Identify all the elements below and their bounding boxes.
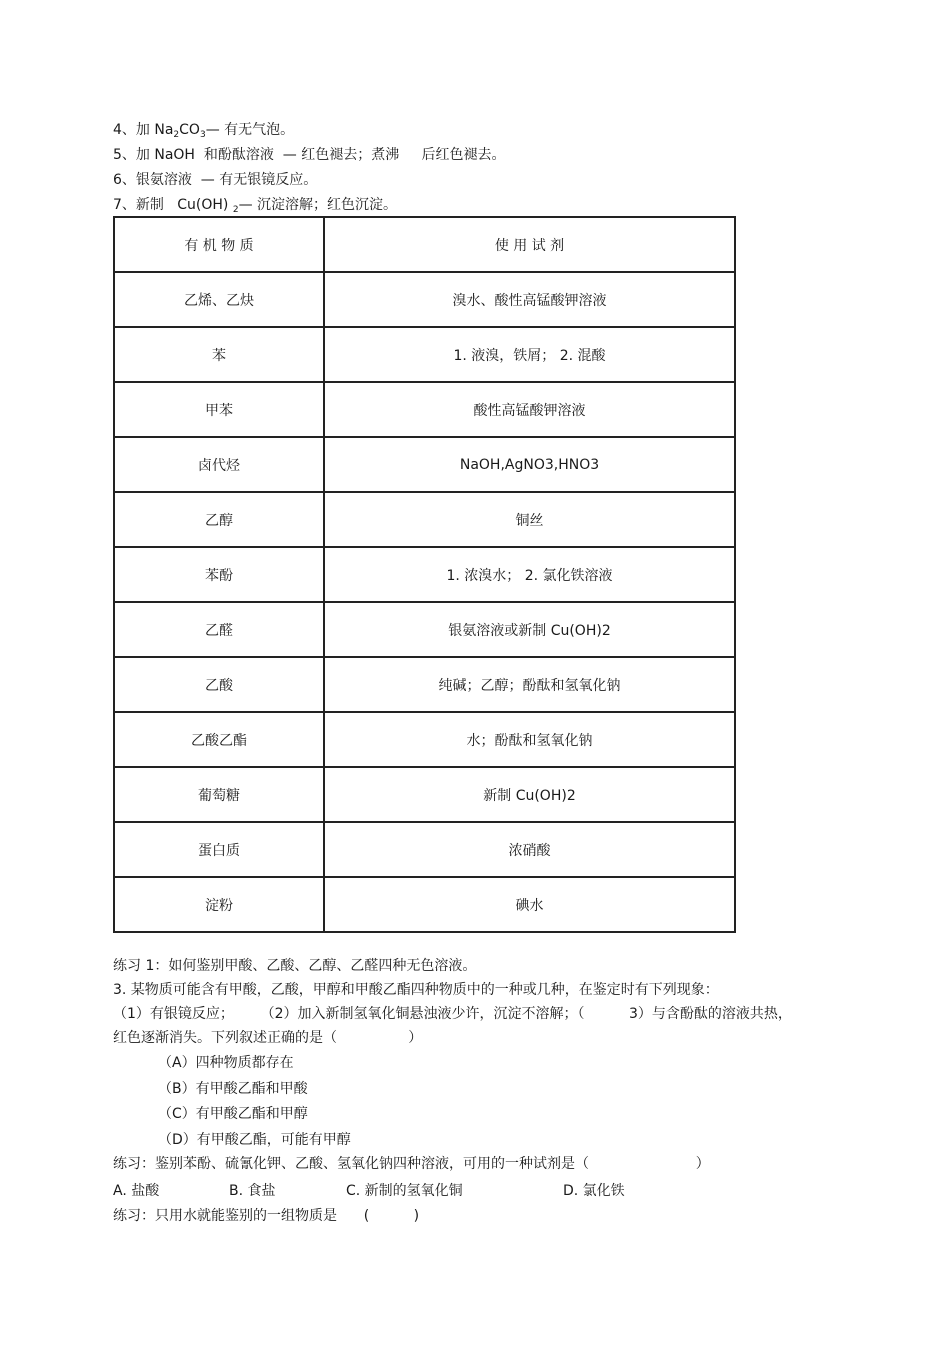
table-row [114, 547, 735, 602]
table-row [114, 602, 735, 657]
reagent-cell: 1. 浓溴水； 2. 氯化铁溶液 [324, 547, 735, 602]
ex2-option-b: B. 食盐 [229, 1183, 276, 1199]
intro-line-4-text: 4、加 Na [113, 122, 174, 138]
header-substance: 有 机 物 质 [114, 217, 324, 272]
reagent-cell: NaOH,AgNO3,HNO3 [324, 437, 735, 492]
substance-cell: 乙酸 [114, 657, 324, 712]
reagent-cell: 1. 液溴，铁屑； 2. 混酸 [324, 327, 735, 382]
q3-option-d: （D）有甲酸乙酯，可能有甲醇 [158, 1132, 351, 1148]
substance-cell: 苯 [114, 327, 324, 382]
table-row [114, 437, 735, 492]
question-3-line-3: 红色逐渐消失。下列叙述正确的是（ ） [113, 1030, 423, 1046]
subscript: 3 [199, 130, 206, 140]
question-3-line-1: 3. 某物质可能含有甲酸，乙酸，甲醇和甲酸乙酯四种物质中的一种或几种，在鉴定时有下列现象： [113, 982, 719, 998]
table-header-row [114, 217, 735, 272]
intro-line-6: 6、银氨溶液 — 有无银镜反应。 [113, 172, 318, 188]
exercise-2: 练习：鉴别苯酚、硫氰化钾、乙酸、氢氧化钠四种溶液，可用的一种试剂是（ ） [113, 1156, 710, 1172]
intro-line-4-result: — 有无气泡。 [205, 122, 295, 138]
q3-option-c: （C）有甲酸乙酯和甲醇 [158, 1106, 308, 1122]
reagent-cell: 溴水、酸性高锰酸钾溶液 [324, 272, 735, 327]
substance-cell: 葡萄糖 [114, 767, 324, 822]
table-row [114, 822, 735, 877]
reagent-table [113, 216, 736, 933]
ex2-option-d: D. 氯化铁 [563, 1183, 625, 1199]
substance-cell: 卤代烃 [114, 437, 324, 492]
reagent-cell: 水；酚酞和氢氧化钠 [324, 712, 735, 767]
reagent-cell: 浓硝酸 [324, 822, 735, 877]
reagent-cell: 碘水 [324, 877, 735, 932]
subscript: 2 [232, 205, 239, 215]
table-row [114, 877, 735, 932]
ex2-option-a: A. 盐酸 [113, 1183, 160, 1199]
table-row [114, 382, 735, 437]
substance-cell: 苯酚 [114, 547, 324, 602]
table-row [114, 492, 735, 547]
substance-cell: 淀粉 [114, 877, 324, 932]
substance-cell: 蛋白质 [114, 822, 324, 877]
intro-line-5: 5、加 NaOH 和酚酞溶液 — 红色褪去；煮沸 后红色褪去。 [113, 147, 506, 163]
table-row [114, 327, 735, 382]
substance-cell: 乙酸乙酯 [114, 712, 324, 767]
q3-option-a: （A）四种物质都存在 [158, 1055, 294, 1071]
intro-line-7-result: — 沉淀溶解；红色沉淀。 [238, 197, 398, 213]
exercise-1: 练习 1：如何鉴别甲酸、乙酸、乙醇、乙醛四种无色溶液。 [113, 958, 477, 974]
q3-option-b: （B）有甲酸乙酯和甲酸 [158, 1081, 308, 1097]
header-reagent: 使 用 试 剂 [324, 217, 735, 272]
subscript: 2 [173, 130, 180, 140]
reagent-cell: 铜丝 [324, 492, 735, 547]
substance-cell: 乙烯、乙炔 [114, 272, 324, 327]
reagent-cell: 银氨溶液或新制 Cu(OH)2 [324, 602, 735, 657]
intro-line-7-text: 7、新制 Cu(OH) [113, 197, 233, 213]
substance-cell: 甲苯 [114, 382, 324, 437]
substance-cell: 乙醇 [114, 492, 324, 547]
reagent-cell: 酸性高锰酸钾溶液 [324, 382, 735, 437]
table-row [114, 272, 735, 327]
substance-cell: 乙醛 [114, 602, 324, 657]
exercise-3: 练习：只用水就能鉴别的一组物质是 ( ) [113, 1208, 420, 1224]
intro-line-4-formula: CO [179, 122, 200, 138]
reagent-cell: 纯碱；乙醇；酚酞和氢氧化钠 [324, 657, 735, 712]
question-3-line-2: （1）有银镜反应； （2）加入新制氢氧化铜悬浊液少许，沉淀不溶解；（ 3）与含酚酞的溶液共热， [113, 1006, 792, 1022]
intro-line-4 [113, 121, 294, 141]
reagent-cell: 新制 Cu(OH)2 [324, 767, 735, 822]
table-row [114, 657, 735, 712]
table-row [114, 712, 735, 767]
ex2-option-c: C. 新制的氢氧化铜 [346, 1183, 463, 1199]
table-row [114, 767, 735, 822]
intro-line-7 [113, 196, 397, 216]
